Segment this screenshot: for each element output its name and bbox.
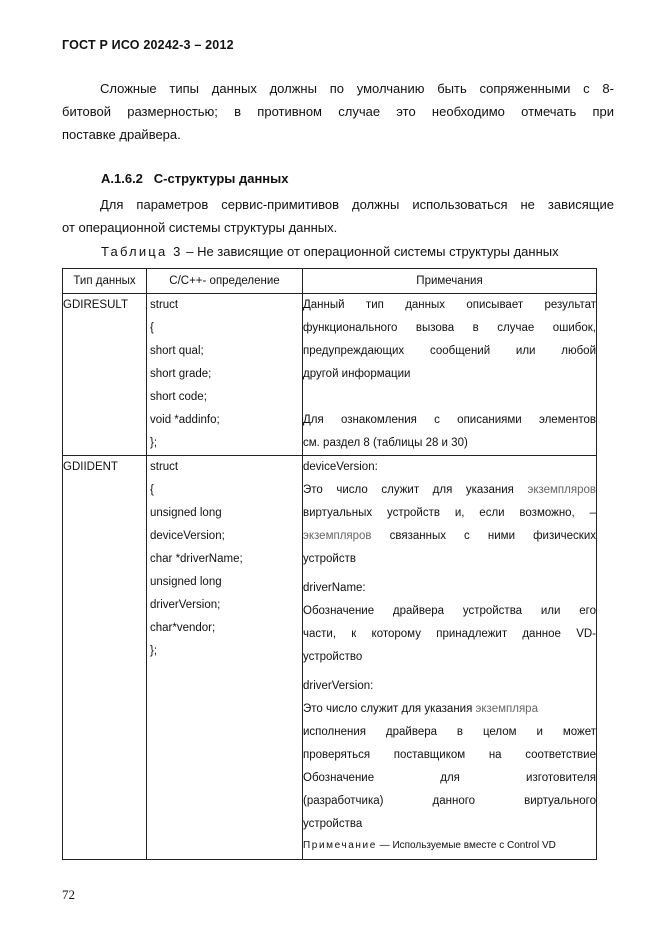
type-cell: GDIRESULT: [63, 294, 147, 456]
intro-paragraph: [62, 77, 614, 146]
column-header-type: Тип данных: [63, 269, 147, 294]
footnote-label: Примечание: [303, 840, 377, 851]
notes-cell: [303, 456, 597, 860]
table-footnote: [303, 836, 596, 856]
highlighted-term: экземпляра: [475, 703, 538, 715]
section-line: Для параметров сервис-примитивов должны использоваться не зависящие: [100, 197, 614, 212]
note-line: [303, 479, 596, 502]
table-caption: [101, 244, 559, 259]
document-header: ГОСТ Р ИСО 20242-3 – 2012: [62, 38, 234, 52]
definition-cell: [147, 456, 303, 860]
section-line: от операционной системы структуры данных.: [62, 220, 338, 235]
note-line: другой информации: [303, 368, 411, 380]
footnote-text: — Используемые вместе с Control VD: [376, 840, 556, 851]
note-line: устройств: [303, 553, 356, 565]
note-line: [303, 698, 596, 721]
note-subheading: deviceVersion:: [303, 461, 378, 473]
code-line: short code;: [150, 391, 207, 403]
highlighted-term: экземпляров: [303, 530, 372, 542]
note-line: виртуальных устройств и, если возможно, –: [303, 507, 596, 519]
data-structures-table: [62, 268, 597, 860]
note-line: устройства: [303, 818, 363, 830]
code-line: char*vendor;: [150, 622, 216, 634]
code-line: deviceVersion;: [150, 530, 225, 542]
code-line: unsigned long: [150, 507, 222, 519]
note-line: Данный тип данных описывает результат: [303, 299, 596, 311]
note-subheading: driverVersion:: [303, 680, 374, 692]
code-line: struct: [150, 461, 179, 473]
intro-line: битовой размерностью; в противном случае это необходимо отмечать при: [62, 104, 614, 119]
intro-line: Сложные типы данных должны по умолчанию быть сопряженными с 8-: [100, 81, 614, 96]
code-line: void *addinfo;: [150, 414, 220, 426]
note-line: Для ознакомления с описаниями элементов: [303, 414, 596, 426]
code-line: char *driverName;: [150, 553, 243, 565]
type-cell: GDIIDENT: [63, 456, 147, 860]
table-row: [63, 456, 597, 860]
page-number: 72: [62, 887, 75, 902]
table-caption-text: – Не зависящие от операционной системы структуры данных: [182, 244, 559, 259]
section-paragraph: [62, 193, 614, 239]
code-line: };: [150, 437, 158, 449]
code-line: {: [150, 484, 154, 496]
note-line: устройство: [303, 651, 363, 663]
code-line: struct: [150, 299, 179, 311]
column-header-notes: Примечания: [303, 269, 597, 294]
definition-cell: [147, 294, 303, 456]
code-line: short qual;: [150, 345, 204, 357]
note-line: см. раздел 8 (таблицы 28 и 30): [303, 437, 468, 449]
code-line: };: [150, 645, 158, 657]
code-line: {: [150, 322, 154, 334]
intro-line: поставке драйвера.: [62, 127, 181, 142]
note-text: связанных с ними физических: [371, 530, 596, 542]
note-line: Обозначение для изготовителя: [303, 772, 596, 784]
code-line: unsigned long: [150, 576, 222, 588]
section-heading: А.1.6.2 С-структуры данных: [101, 171, 289, 186]
note-line: функционального вызова в случае ошибок,: [303, 322, 596, 334]
table-caption-label: Таблица 3: [101, 244, 183, 259]
code-line: short grade;: [150, 368, 212, 380]
note-subheading: driverName:: [303, 582, 366, 594]
note-text: Это число служит для указания: [303, 484, 528, 496]
table-header-row: [63, 269, 597, 294]
code-line: driverVersion;: [150, 599, 221, 611]
note-line: части, к которому принадлежит данное VD-: [303, 628, 596, 640]
note-line: предупреждающих сообщений или любой: [303, 345, 596, 357]
column-header-definition: C/C++- определение: [147, 269, 303, 294]
notes-cell: [303, 294, 597, 456]
note-text: Это число служит для указания: [303, 703, 476, 715]
note-line: исполнения драйвера в целом и может: [303, 726, 596, 738]
note-line: проверяться поставщиком на соответствие: [303, 749, 596, 761]
note-line: [303, 525, 596, 548]
highlighted-term: экземпляров: [527, 484, 596, 496]
note-line: Обозначение драйвера устройства или его: [303, 605, 596, 617]
table-row: [63, 294, 597, 456]
note-line: (разработчика) данного виртуального: [303, 795, 596, 807]
